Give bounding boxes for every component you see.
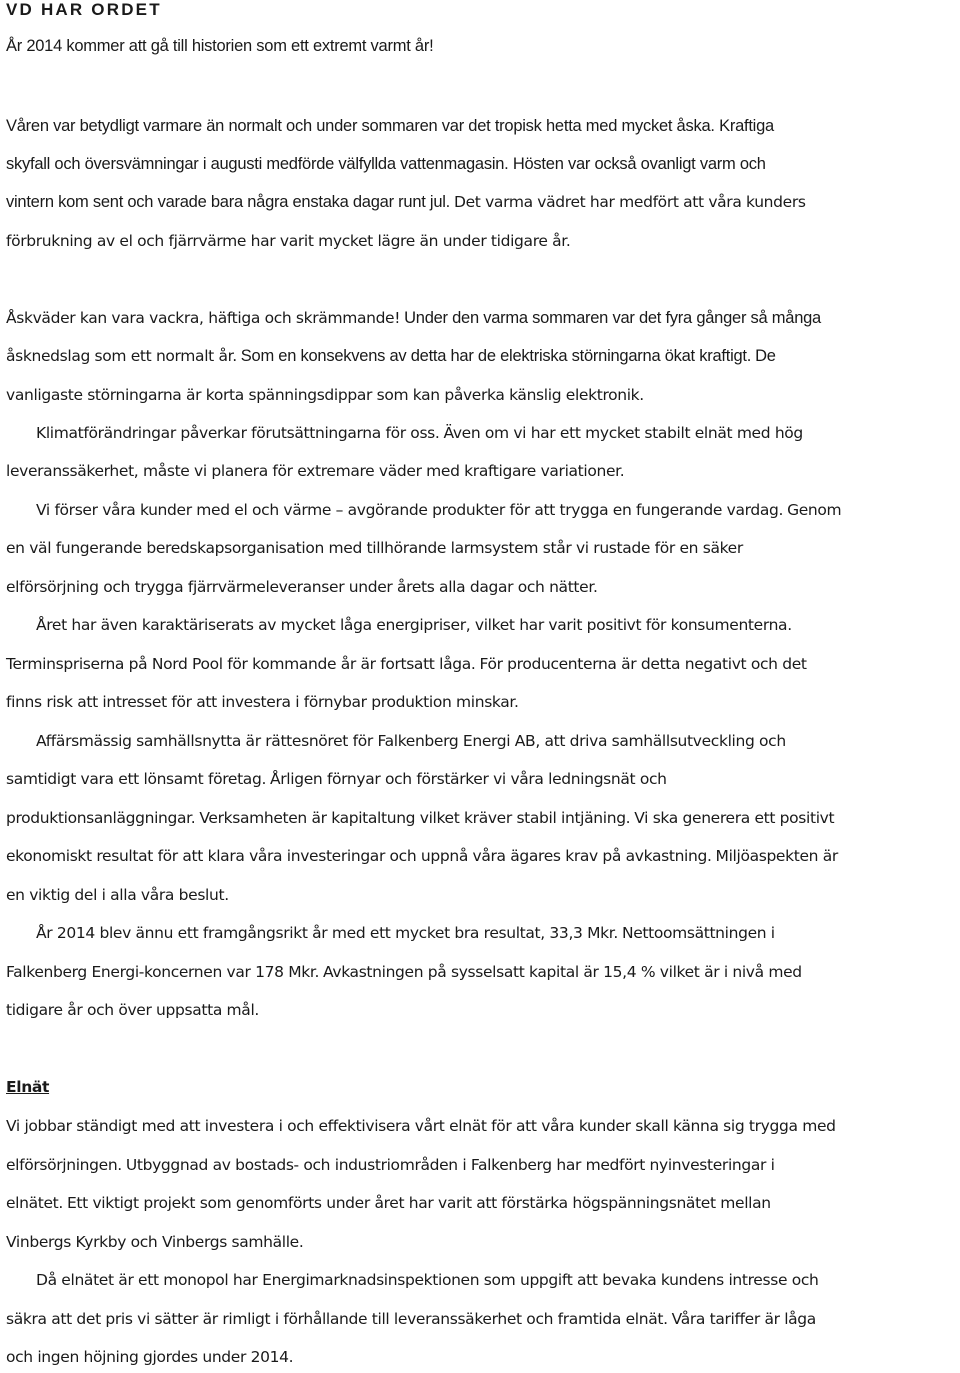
text-run: vintern kom sent och varade bara några enstaka dagar runt jul.: [6, 193, 451, 211]
text-run: elnätet.: [6, 1194, 63, 1212]
text-run: Som en konsekvens av detta har de elektriska störningarna ökat kraftigt.: [240, 347, 752, 365]
paragraph-line: tidigare år och över uppsatta mål.: [6, 1001, 259, 1019]
text-run: Nettoomsättningen i: [621, 924, 775, 942]
paragraph-line: Vinbergs Kyrkby och Vinbergs samhälle.: [6, 1233, 304, 1251]
paragraph-line: och ingen höjning gjordes under 2014.: [6, 1348, 294, 1366]
text-run: De: [755, 347, 776, 365]
text-run: åsknedslag som ett normalt år.: [6, 347, 237, 365]
paragraph-line: förbrukning av el och fjärrvärme har varit mycket lägre än under tidigare år.: [6, 232, 571, 250]
paragraph-line: finns risk att intresset för att investera i förnybar produktion minskar.: [6, 693, 519, 711]
text-run: Falkenberg Energi-koncernen var 178 Mkr.: [6, 963, 320, 981]
paragraph-line: [6, 1310, 816, 1329]
text-run: Årligen förnyar och förstärker vi våra ledningsnät och: [270, 770, 667, 788]
paragraph-line: [6, 193, 806, 212]
paragraph-line: vanligaste störningarna är korta spänningsdippar som kan påverka känslig elektronik.: [6, 386, 644, 404]
paragraph-line: Vi jobbar ständigt med att investera i och effektivisera vårt elnät för att våra kunder skall känna sig trygga med: [6, 1117, 836, 1135]
text-run: Under den varma sommaren var det fyra gånger så många: [404, 309, 821, 327]
paragraph-line: [6, 809, 834, 828]
text-run: År 2014 blev ännu ett framgångsrikt år med ett mycket bra resultat, 33,3 Mkr.: [36, 924, 618, 942]
text-run: ekonomiskt resultat för att klara våra investeringar och uppnå våra ägares krav på avkastning.: [6, 847, 712, 865]
paragraph-line: Då elnätet är ett monopol har Energimarknadsinspektionen som uppgift att bevaka kundens intresse och: [36, 1271, 819, 1289]
paragraph-line: [6, 347, 776, 366]
text-run: Terminspriserna på Nord Pool för kommande år är fortsatt låga.: [6, 655, 476, 673]
paragraph-line: [6, 655, 807, 674]
text-run: Klimatförändringar påverkar förutsättningarna för oss.: [36, 424, 440, 442]
paragraph-line: skyfall och översvämningar i augusti medförde välfyllda vattenmagasin. Hösten var också ovanligt varm och: [6, 155, 766, 173]
paragraph-line: [6, 963, 802, 982]
page-title: VD HAR ORDET: [6, 0, 162, 19]
paragraph-line: en viktig del i alla våra beslut.: [6, 886, 229, 904]
paragraph-line: en väl fungerande beredskapsorganisation med tillhörande larmsystem står vi rustade för en säker: [6, 539, 743, 557]
paragraph-line: [6, 924, 775, 943]
paragraph-line: Året har även karaktäriserats av mycket låga energipriser, vilket har varit positivt för konsumenterna.: [36, 616, 792, 634]
paragraph-line: [6, 847, 838, 866]
paragraph-line: [6, 501, 841, 520]
paragraph-line: [6, 770, 667, 789]
paragraph-line: [6, 309, 821, 328]
text-run: elförsörjningen.: [6, 1156, 122, 1174]
paragraph-line: [6, 1194, 771, 1213]
text-run: säkra att det pris vi sätter är rimligt i förhållande till leveranssäkerhet och framtida elnät.: [6, 1310, 668, 1328]
lead-sentence: År 2014 kommer att gå till historien som ett extremt varmt år!: [6, 37, 434, 55]
paragraph-line: [6, 1156, 775, 1175]
text-run: Åskväder kan vara vackra, häftiga och skrämmande!: [6, 309, 401, 327]
text-run: Utbyggnad av bostads- och industriområden i Falkenberg har medfört nyinvesteringar i: [125, 1156, 775, 1174]
text-run: Genom: [787, 501, 842, 519]
paragraph-line: leveranssäkerhet, måste vi planera för extremare väder med kraftigare variationer.: [6, 462, 625, 480]
paragraph-line: Våren var betydligt varmare än normalt och under sommaren var det tropisk hetta med mycket åska. Kraftiga: [6, 117, 774, 135]
text-run: Det varma vädret har medfört att våra kunders: [454, 193, 806, 211]
paragraph-line: [6, 424, 803, 443]
paragraph-line: Affärsmässig samhällsnytta är rättesnöret för Falkenberg Energi AB, att driva samhällsutveckling och: [36, 732, 786, 750]
paragraph-line: elförsörjning och trygga fjärrvärmeleveranser under årets alla dagar och nätter.: [6, 578, 598, 596]
text-run: Miljöaspekten är: [715, 847, 838, 865]
text-run: Våra tariffer är låga: [671, 1310, 816, 1328]
text-run: För producenterna är detta negativt och det: [479, 655, 807, 673]
text-run: Verksamheten är kapitaltung vilket kräver stabil intjäning.: [199, 809, 631, 827]
text-run: Ett viktigt projekt som genomförts under året har varit att förstärka högspänningsnätet mellan: [66, 1194, 771, 1212]
text-run: Vi ska generera ett positivt: [634, 809, 835, 827]
text-run: produktionsanläggningar.: [6, 809, 196, 827]
text-run: Även om vi har ett mycket stabilt elnät med hög: [443, 424, 803, 442]
section-heading-elnat: Elnät: [6, 1078, 50, 1096]
text-run: Avkastningen på sysselsatt kapital är 15,4 % vilket är i nivå med: [323, 963, 802, 981]
text-run: samtidigt vara ett lönsamt företag.: [6, 770, 267, 788]
text-run: Vi förser våra kunder med el och värme – avgörande produkter för att trygga en fungerande vardag.: [36, 501, 784, 519]
